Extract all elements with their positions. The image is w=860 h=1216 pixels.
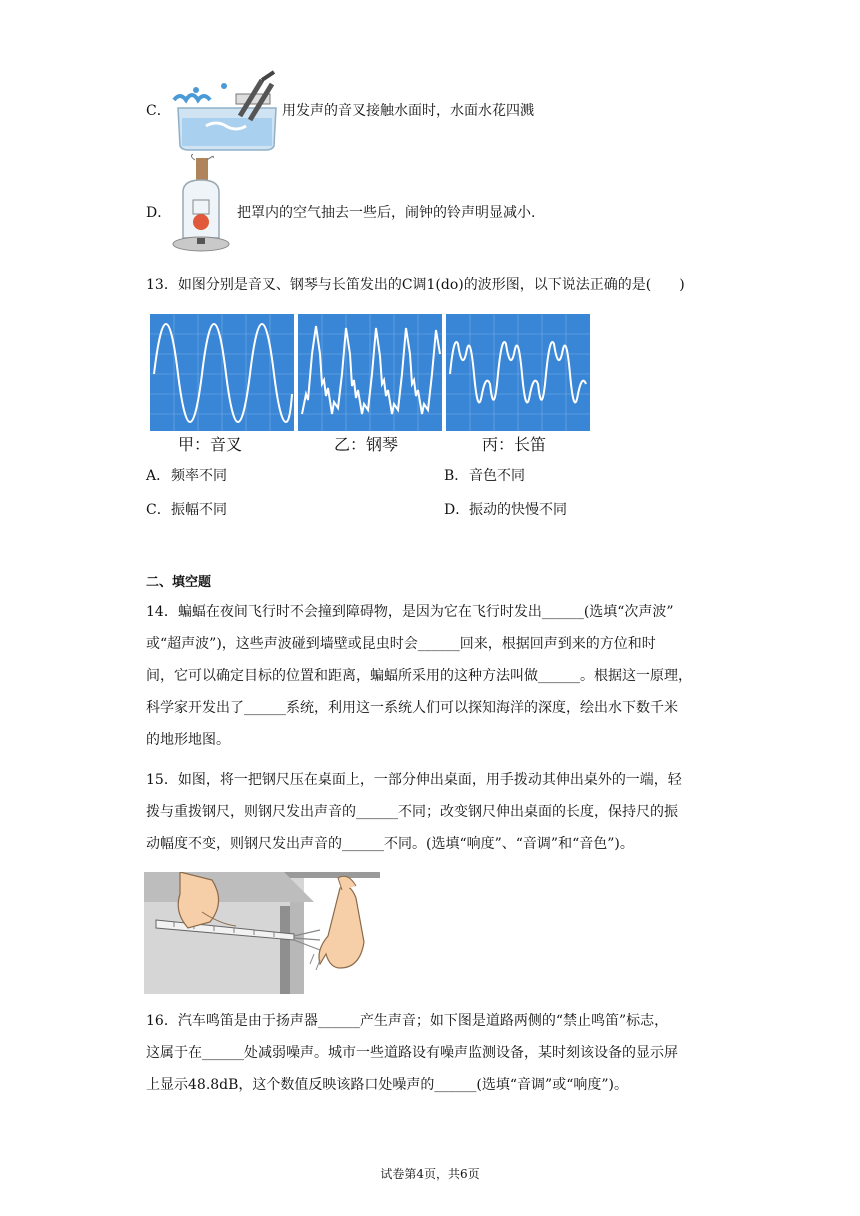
q16-paragraph	[146, 1005, 716, 1101]
q13-option-a-letter: A．	[146, 468, 171, 484]
option-d-text: 把罩内的空气抽去一些后，闹钟的铃声明显减小.	[237, 205, 536, 221]
q13-option-c-text: 振幅不同	[171, 502, 227, 518]
q15-line: 动幅度不变，则钢尺发出声音的______不同。(选填“响度”、“音调”和“音色”)。	[146, 836, 634, 852]
q14-paragraph	[146, 596, 716, 756]
q13-option-c-letter: C．	[146, 502, 171, 518]
bell-jar-clock-icon	[167, 154, 235, 258]
q13-option-d-letter: D．	[444, 502, 470, 518]
q13-option-a-text: 频率不同	[171, 468, 227, 484]
waveform-label-flute: 丙：长笛	[482, 435, 547, 454]
waveform-label-tuning-fork: 甲：音叉	[178, 435, 243, 454]
q14-line: 14．蝙蝠在夜间飞行时不会撞到障碍物，是因为它在飞行时发出______(选填“次声波”	[146, 604, 674, 620]
q16-line: 16．汽车鸣笛是由于扬声器______产生声音；如下图是道路两侧的“禁止鸣笛”标志，	[146, 1013, 669, 1029]
section-heading: 二、填空题	[146, 575, 212, 590]
q14-line: 科学家开发出了______系统，利用这一系统人们可以探知海洋的深度，绘出水下数千米	[146, 700, 678, 716]
q13-option-b-letter: B．	[444, 468, 469, 484]
q16-line: 这属于在______处减弱噪声。城市一些道路设有噪声监测设备，某时刻该设备的显示屏	[146, 1045, 678, 1061]
q14-line: 的地形地图。	[146, 732, 230, 748]
waveform-panel-tuning-fork	[150, 314, 294, 431]
q14-line: 或“超声波”)，这些声波碰到墙壁或昆虫时会______回来，根据回声到来的方位和时	[146, 636, 656, 652]
option-c-letter: C．	[146, 103, 171, 119]
tuning-fork-water-icon	[166, 68, 280, 152]
waveform-label-piano: 乙：钢琴	[334, 435, 399, 454]
option-c-text: 用发声的音叉接触水面时，水面水花四溅	[282, 103, 534, 119]
q14-line: 间，它可以确定目标的位置和距离，蝙蝠所采用的这种方法叫做______。根据这一原理，	[146, 668, 692, 684]
q13-stem: 13．如图分别是音叉、钢琴与长笛发出的C调1(do)的波形图，以下说法正确的是( )	[146, 277, 685, 293]
q16-line: 上显示48.8dB，这个数值反映该路口处噪声的______(选填“音调”或“响度”)。	[146, 1077, 628, 1093]
q13-option-d-text: 振动的快慢不同	[469, 502, 567, 518]
q13-option-b-text: 音色不同	[469, 468, 525, 484]
waveform-panel-flute	[446, 314, 590, 431]
ruler-on-table-icon	[144, 872, 380, 994]
q15-paragraph	[146, 764, 716, 860]
page-footer: 试卷第4页，共6页	[380, 1167, 480, 1181]
option-d-letter: D．	[146, 205, 172, 221]
waveform-panel-piano	[298, 314, 442, 431]
q15-line: 拨与重拨钢尺，则钢尺发出声音的______不同；改变钢尺伸出桌面的长度，保持尺的振	[146, 804, 678, 820]
q15-line: 15．如图，将一把钢尺压在桌面上，一部分伸出桌面，用手拨动其伸出桌外的一端，轻	[146, 772, 682, 788]
